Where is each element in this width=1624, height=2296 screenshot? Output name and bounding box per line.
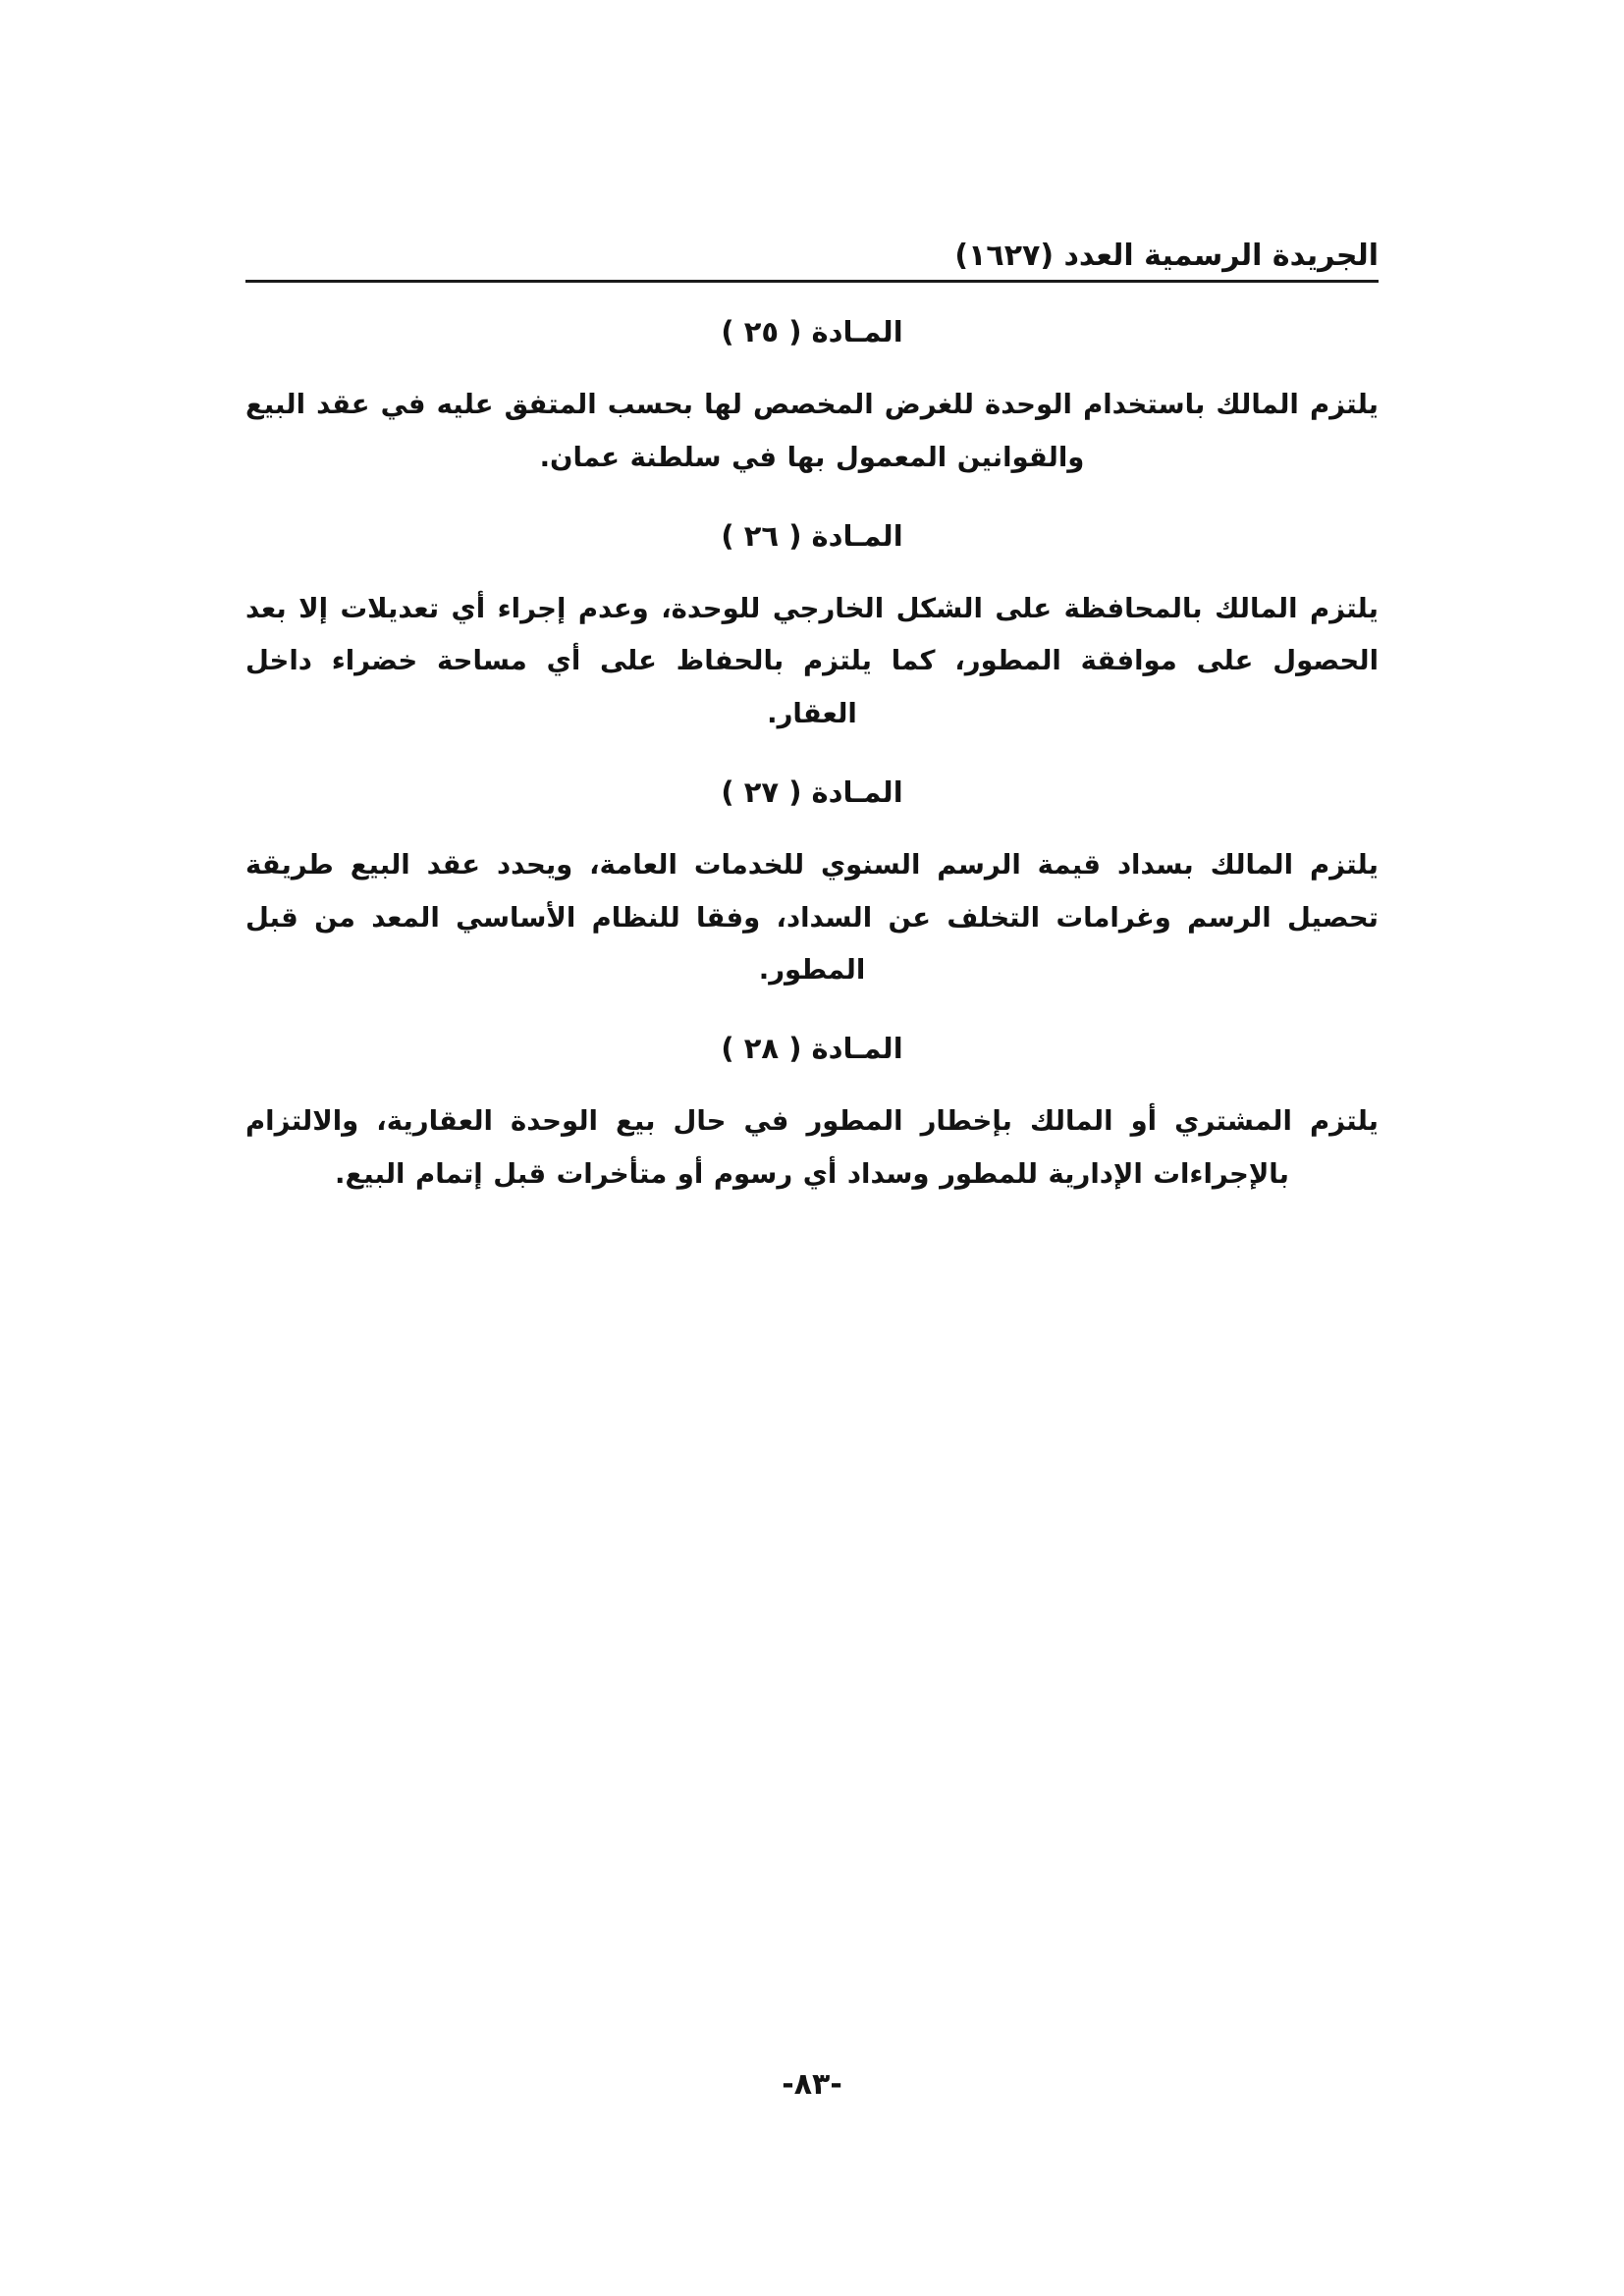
- article-26-body: يلتزم المالك بالمحافظة على الشكل الخارجي للوحدة، وعدم إجراء أي تعديلات إلا بعد الحصول على موافقة المطور، كما يلتزم بالحفاظ على أي مساحة خضراء داخل العقار.: [245, 592, 1379, 729]
- article-26-heading: المـادة ( ٢٦ ): [721, 518, 903, 553]
- article-27-heading: المـادة ( ٢٧ ): [721, 774, 903, 809]
- article-list: [245, 314, 1379, 1234]
- article-27-body: يلتزم المالك بسداد قيمة الرسم السنوي للخدمات العامة، ويحدد عقد البيع طريقة تحصيل الرسم وغرامات التخلف عن السداد، وفقا للنظام الأساسي المعد من قبل المطور.: [245, 848, 1379, 987]
- article-26: [245, 518, 1379, 741]
- article-28-body: يلتزم المشتري أو المالك بإخطار المطور في حال بيع الوحدة العقارية، والالتزام بالإجراءات الإدارية للمطور وسداد أي رسوم أو متأخرات قبل إتمام البيع.: [245, 1105, 1379, 1190]
- article-27: [245, 774, 1379, 997]
- article-25-heading: المـادة ( ٢٥ ): [721, 315, 903, 348]
- article-25: [245, 314, 1379, 485]
- article-28-heading: المـادة ( ٢٨ ): [721, 1031, 903, 1065]
- page-header: [245, 239, 1379, 291]
- article-28: [245, 1031, 1379, 1201]
- running-head-title: الجريدة الرسمية العدد (١٦٢٧): [954, 239, 1379, 273]
- header-divider: [245, 280, 1379, 283]
- page-number: -٨٣-: [782, 2067, 842, 2102]
- article-25-body: يلتزم المالك باستخدام الوحدة للغرض المخصص لها بحسب المتفق عليه في عقد البيع والقوانين المعمول بها في سلطنة عمان.: [245, 389, 1379, 473]
